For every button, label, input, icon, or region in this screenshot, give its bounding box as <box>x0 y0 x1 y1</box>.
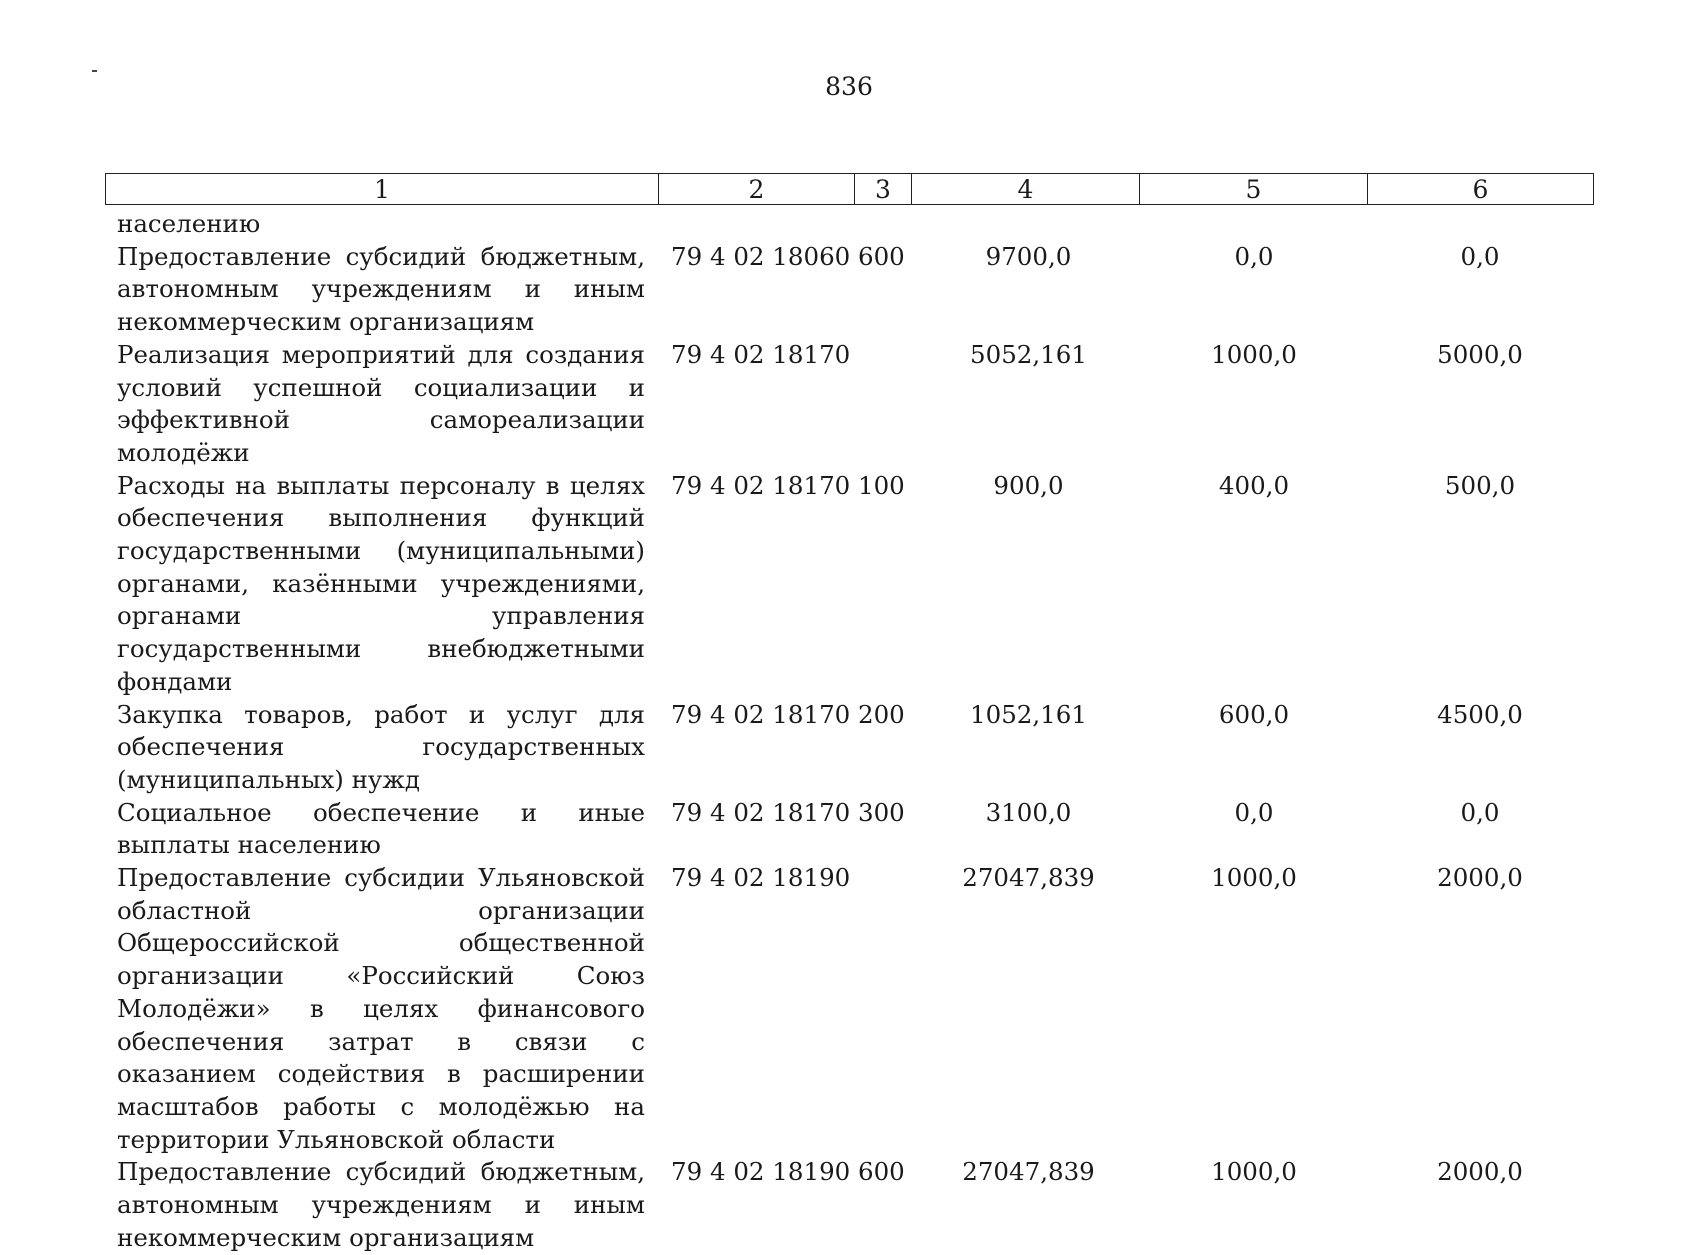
column-number-header <box>105 173 1594 205</box>
row-name: Предоставление субсидии Ульяновской областной организации Общероссийской общественной организации «Российский Союз Молодёжи» в целях финансового обеспечения затрат в связи с оказанием содействия в расширении масштабов работы с молодёжью на территории Ульяновской области <box>117 863 645 1154</box>
row-type: 200 <box>858 699 905 729</box>
row-name: Реализация мероприятий для создания условий успешной социализации и эффективной самореализации молодёжи <box>117 339 645 467</box>
row-type: 100 <box>858 470 905 500</box>
row-name: Социальное обеспечение и иные выплаты населению <box>117 797 645 860</box>
row-value-1: 1052,161 <box>970 699 1087 729</box>
table-row <box>117 241 1597 339</box>
row-code: 79 4 02 18170 <box>671 797 851 827</box>
row-value-3: 0,0 <box>1460 797 1500 827</box>
row-type: 600 <box>858 241 905 271</box>
row-value-2: 0,0 <box>1234 797 1274 827</box>
continuation-row <box>117 208 1597 241</box>
row-value-2: 600,0 <box>1218 699 1290 729</box>
header-col-5: 5 <box>1140 174 1368 205</box>
row-type: 600 <box>858 1157 905 1187</box>
row-code: 79 4 02 18060 <box>671 241 851 271</box>
row-value-1: 27047,839 <box>962 863 1095 893</box>
row-value-1: 3100,0 <box>985 797 1072 827</box>
row-name: Расходы на выплаты персоналу в целях обеспечения выполнения функций государственными (муниципальными) органами, казёнными учреждениями, органами управления государственными внебюджетными фондами <box>117 470 645 696</box>
row-value-2: 1000,0 <box>1211 1157 1297 1187</box>
row-value-3: 4500,0 <box>1437 699 1523 729</box>
row-value-1: 5052,161 <box>970 339 1087 369</box>
row-value-3: 5000,0 <box>1437 339 1523 369</box>
table-row <box>117 339 1597 470</box>
row-value-2: 400,0 <box>1218 470 1290 500</box>
row-code: 79 4 02 18170 <box>671 699 851 729</box>
header-col-4: 4 <box>912 174 1140 205</box>
continuation-text: населению <box>117 209 261 238</box>
header-col-2: 2 <box>659 174 855 205</box>
header-col-3: 3 <box>855 174 912 205</box>
row-value-2: 1000,0 <box>1211 339 1297 369</box>
header-row <box>106 174 1594 205</box>
page-number: 836 <box>825 72 873 101</box>
row-value-3: 2000,0 <box>1437 1157 1523 1187</box>
row-code: 79 4 02 18170 <box>671 339 851 369</box>
row-value-2: 0,0 <box>1234 241 1274 271</box>
row-value-3: 500,0 <box>1444 470 1516 500</box>
row-name: Предоставление субсидий бюджетным, автономным учреждениям и иным некоммерческим организациям <box>117 1157 645 1252</box>
row-name: Предоставление субсидий бюджетным, автономным учреждениям и иным некоммерческим организациям <box>117 241 645 337</box>
row-value-3: 2000,0 <box>1437 863 1523 893</box>
row-value-1: 900,0 <box>993 470 1064 500</box>
budget-table-body <box>117 208 1597 1255</box>
header-col-1: 1 <box>106 174 659 205</box>
row-value-2: 1000,0 <box>1211 863 1297 893</box>
row-value-1: 9700,0 <box>985 241 1072 271</box>
table-row <box>117 797 1597 862</box>
table-row <box>117 1156 1597 1254</box>
row-name: Закупка товаров, работ и услуг для обеспечения государственных (муниципальных) нужд <box>117 699 645 794</box>
row-value-1: 27047,839 <box>962 1157 1095 1187</box>
row-code: 79 4 02 18190 <box>671 1157 851 1187</box>
row-code: 79 4 02 18190 <box>671 863 851 893</box>
table-row <box>117 699 1597 797</box>
row-type: 300 <box>858 797 905 827</box>
table-row <box>117 470 1597 699</box>
row-code: 79 4 02 18170 <box>671 470 851 500</box>
row-value-3: 0,0 <box>1460 241 1500 271</box>
header-col-6: 6 <box>1368 174 1594 205</box>
table-row <box>117 862 1597 1156</box>
